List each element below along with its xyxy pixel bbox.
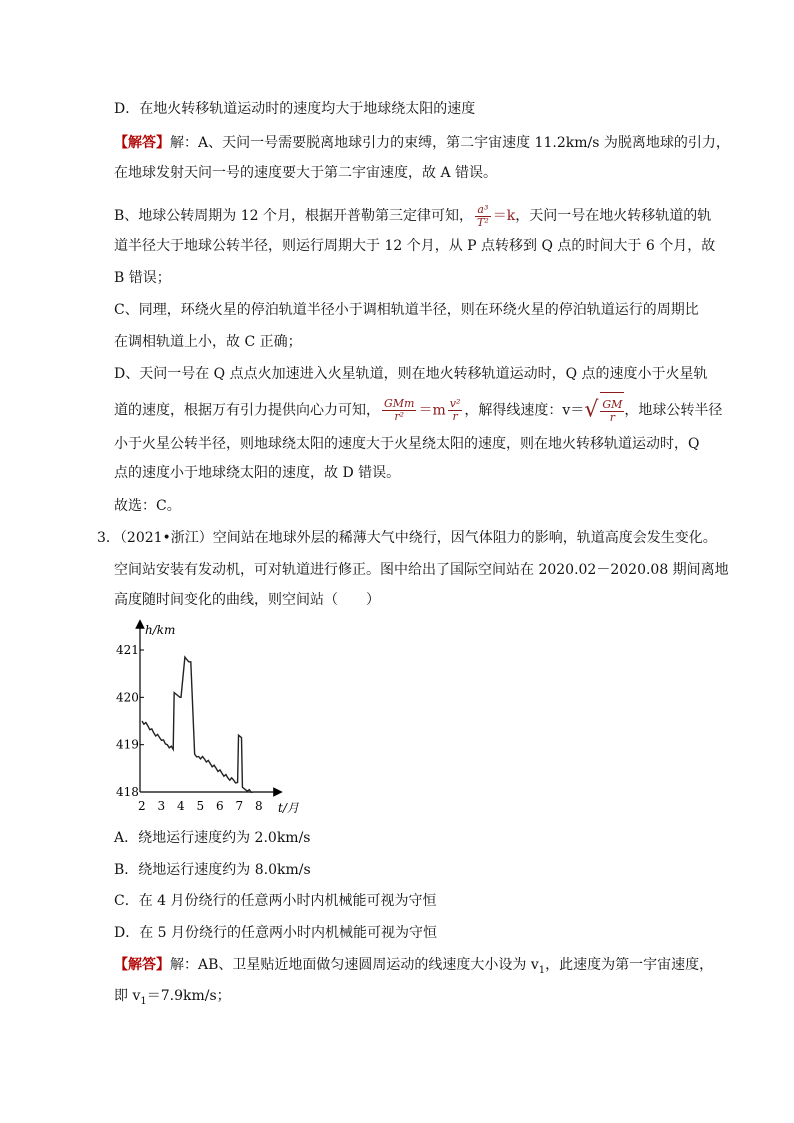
subscript-1b: 1 [140,995,147,1007]
answer-line-5: B 错误； [114,270,171,286]
question-3-line-2: 空间站安装有发动机，可对轨道进行修正。图中给出了国际空间站在 2020.02－2020.08 期间离地 [114,562,729,578]
velocity-denominator: r [452,410,458,423]
answer-line-6: C、同理，环绕火星的停泊轨道半径小于调相轨道半径，则在环绕火星的停泊轨道运行的周期比 [114,302,699,318]
x-tick-label: 5 [196,799,205,813]
x-tick-label: 4 [177,799,185,813]
option-c: C．在 4 月份绕行的任意两小时内机械能可视为守恒 [114,893,437,909]
x-tick-label: 8 [255,799,263,813]
answer-line-8: D、天问一号在 Q 点点火加速进入火星轨道，则在地火转移轨道运动时，Q 点的速度小于火星轨 [114,366,708,382]
answer-tag: 【解答】 [114,135,170,151]
velocity-fraction [448,398,463,423]
sqrt-icon: √ [584,397,599,423]
option-d-line: D．在地火转移轨道运动时的速度均大于地球绕太阳的速度 [114,101,476,117]
x-axis-label: t/月 [278,801,299,815]
y-tick-label: 418 [116,785,139,799]
question-3-line-3: 高度随时间变化的曲线，则空间站（ ） [114,592,380,608]
answer-line-1 [114,133,730,153]
answer-text: 解：A、天问一号需要脱离地球引力的束缚，第二宇宙速度 11.2km/s 为脱离地球的引力， [170,135,730,151]
altitude-chart [116,616,328,820]
answer-tag-2: 【解答】 [114,957,170,973]
sqrt-denominator: r [609,410,615,424]
question-3-line-1: 3．（2021•浙江）空间站在地球外层的稀薄大气中绕行，因气体阻力的影响，轨道高度会发生变化。 [97,530,717,546]
sqrt-body [600,392,624,429]
answer-2-text-cont: ，此速度为第一宇宙速度， [545,957,714,973]
gravity-numerator: GMm [384,397,415,410]
answer-2-line-2 [114,986,231,1006]
answer-line-10: 小于火星公转半径，则地球绕太阳的速度大于火星绕太阳的速度，则在地火转移轨道运动时，Q [114,436,700,452]
v1-text: 即 v [114,988,141,1004]
kepler-text: B、地球公转周期为 12 个月，根据开普勒第三定律可知， [114,208,474,224]
x-tick-label: 2 [138,799,146,813]
answer-line-4: 道半径大于地球公转半径，则运行周期大于 12 个月，从 P 点转移到 Q 点的时间大于 6 个月，故 [114,238,716,254]
answer-line-9 [114,392,722,428]
answer-line-3 [114,200,711,232]
y-tick-label: 419 [116,737,139,752]
answer-line-11: 点的速度小于地球绕太阳的速度，故 D 错误。 [114,465,401,481]
choice-line: 故选：C。 [114,498,181,514]
kepler-denominator: T² [477,215,489,229]
y-tick-label: 421 [116,643,139,657]
gravity-text: 道的速度，根据万有引力提供向心力可知， [114,402,380,419]
option-d: D．在 5 月份绕行的任意两小时内机械能可视为守恒 [114,925,438,941]
x-tick-label: 3 [157,799,166,813]
gravity-denominator: r² [394,410,405,423]
y-tick-label: 420 [116,690,139,705]
altitude-series-line [142,657,253,792]
velocity-numerator: v² [449,397,461,410]
option-a: A．绕地运行速度约为 2.0km/s [114,830,311,846]
kepler-rhs: ＝k [492,208,516,224]
gravity-fraction [382,398,416,423]
x-tick-label: 7 [235,799,244,813]
y-axis-label: h/km [145,623,176,637]
answer-line-7: 在调相轨道上小，故 C 正确； [114,334,302,350]
subscript-1: 1 [538,964,546,976]
sqrt-numerator: GM [602,397,623,411]
radius-text: ，地球公转半径 [624,402,723,419]
x-tick-label: 6 [216,799,224,813]
answer-2-text: 解：AB、卫星贴近地面做匀速圆周运动的线速度大小设为 v [170,957,539,973]
kepler-fraction [475,204,491,229]
solve-text: ，解得线速度：v＝ [464,402,585,419]
answer-line-2: 在地球发射天问一号的速度要大于第二宇宙速度，故 A 错误。 [114,165,498,181]
kepler-text-cont: ，天问一号在地火转移轨道的轨 [515,208,712,224]
option-b: B．绕地运行速度约为 8.0km/s [114,862,311,878]
equals-m: ＝m [418,402,446,419]
v1-value: ＝7.9km/s； [146,988,231,1004]
answer-2-line-1 [114,955,713,975]
kepler-numerator: a³ [475,204,491,217]
